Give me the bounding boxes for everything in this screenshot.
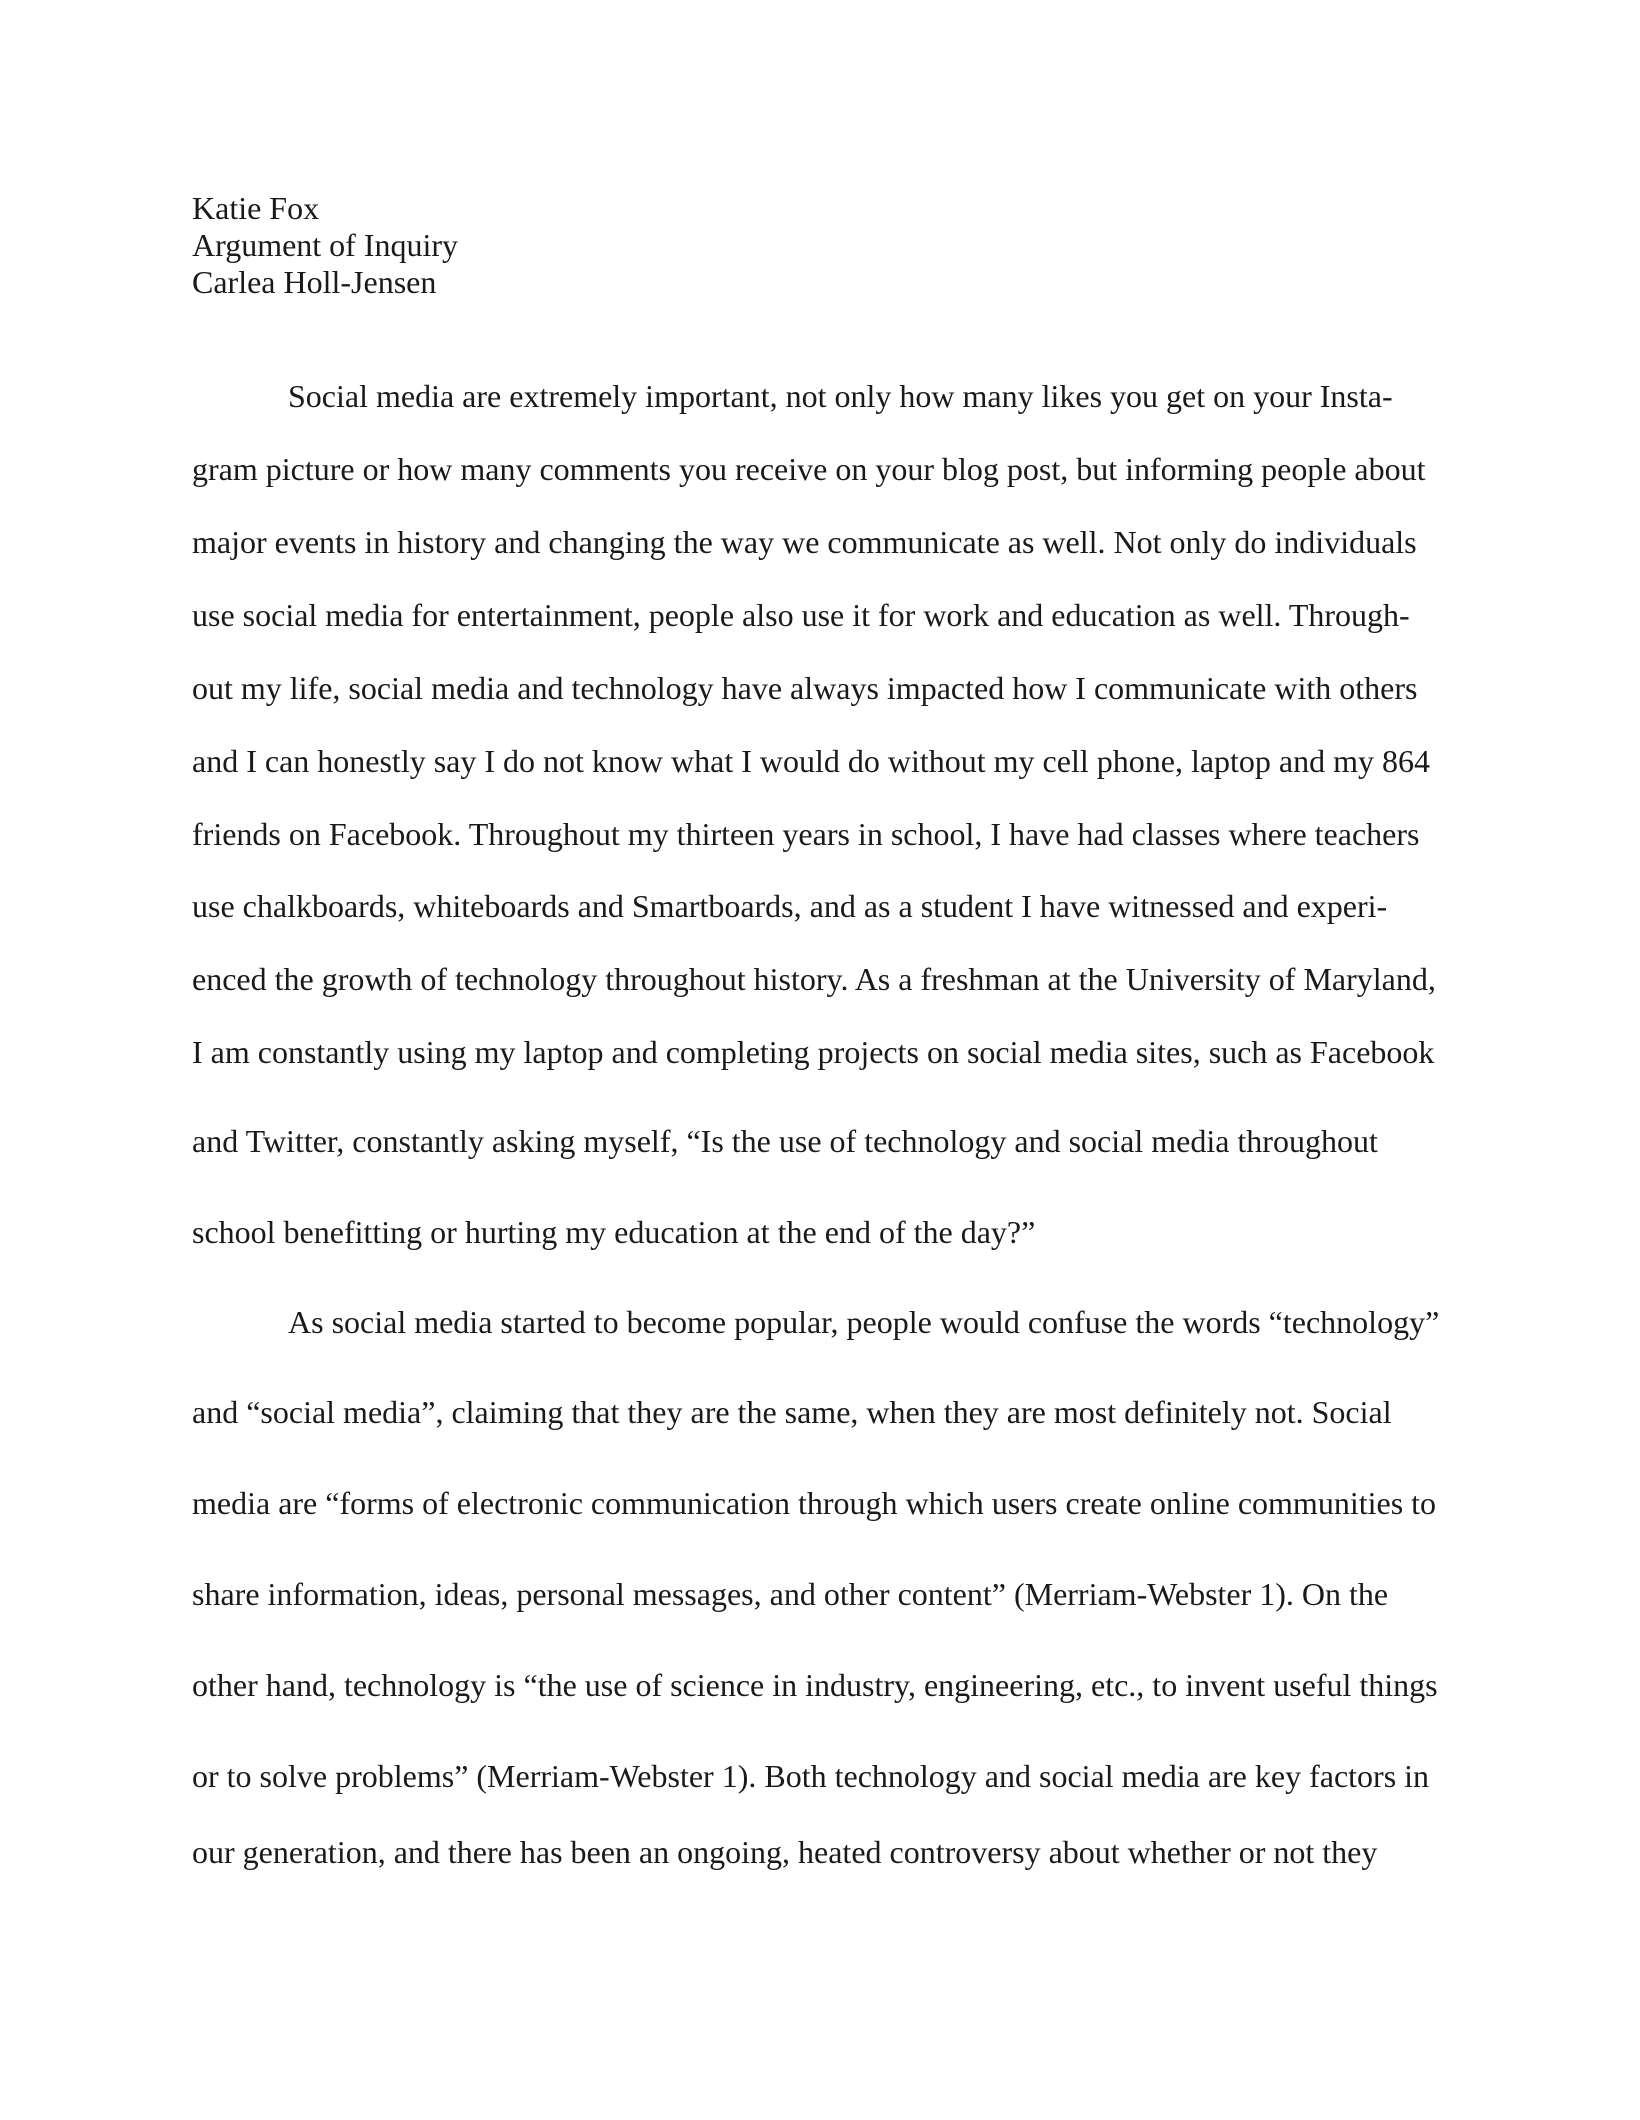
paragraph-1-line-1: Social media are extremely important, not only how many likes you get on your Insta- xyxy=(288,378,1393,414)
paragraph-2-line-4: share information, ideas, personal messages, and other content” (Merriam-Webster 1). On the xyxy=(192,1576,1389,1612)
paragraph-1-line-11: and Twitter, constantly asking myself, “Is the use of technology and social media throughout xyxy=(192,1123,1378,1159)
paragraph-1-line-6: and I can honestly say I do not know what I would do without my cell phone, laptop and my 864 xyxy=(192,743,1431,779)
paragraph-2-line-5: other hand, technology is “the use of science in industry, engineering, etc., to invent useful things xyxy=(192,1667,1438,1703)
paragraph-1-line-7: friends on Facebook. Throughout my thirteen years in school, I have had classes where teachers xyxy=(192,816,1420,852)
paragraph-1-line-10: I am constantly using my laptop and completing projects on social media sites, such as Facebook xyxy=(192,1034,1435,1070)
paragraph-1-line-8: use chalkboards, whiteboards and Smartboards, and as a student I have witnessed and experi- xyxy=(192,888,1388,924)
assignment-title: Argument of Inquiry xyxy=(192,227,459,263)
author-name: Katie Fox xyxy=(192,190,320,226)
paragraph-1-line-12: school benefitting or hurting my education at the end of the day?” xyxy=(192,1214,1036,1250)
paragraph-1-line-3: major events in history and changing the way we communicate as well. Not only do individuals xyxy=(192,524,1417,560)
paragraph-1-line-4: use social media for entertainment, people also use it for work and education as well. Through- xyxy=(192,597,1410,633)
paragraph-1-line-2: gram picture or how many comments you receive on your blog post, but informing people about xyxy=(192,451,1426,487)
document-header xyxy=(192,190,458,301)
paragraph-2-line-7: our generation, and there has been an ongoing, heated controversy about whether or not they xyxy=(192,1834,1378,1870)
paragraph-2-line-3: media are “forms of electronic communication through which users create online communities to xyxy=(192,1485,1437,1521)
paragraph-2-line-2: and “social media”, claiming that they are the same, when they are most definitely not. Social xyxy=(192,1394,1392,1430)
paragraph-1-line-5: out my life, social media and technology have always impacted how I communicate with others xyxy=(192,670,1418,706)
paragraph-2-line-6: or to solve problems” (Merriam-Webster 1). Both technology and social media are key factors in xyxy=(192,1758,1430,1794)
instructor-name: Carlea Holl-Jensen xyxy=(192,264,437,300)
paragraph-1-line-9: enced the growth of technology throughout history. As a freshman at the University of Maryland, xyxy=(192,961,1436,997)
paragraph-2-line-1: As social media started to become popular, people would confuse the words “technology” xyxy=(288,1304,1440,1340)
